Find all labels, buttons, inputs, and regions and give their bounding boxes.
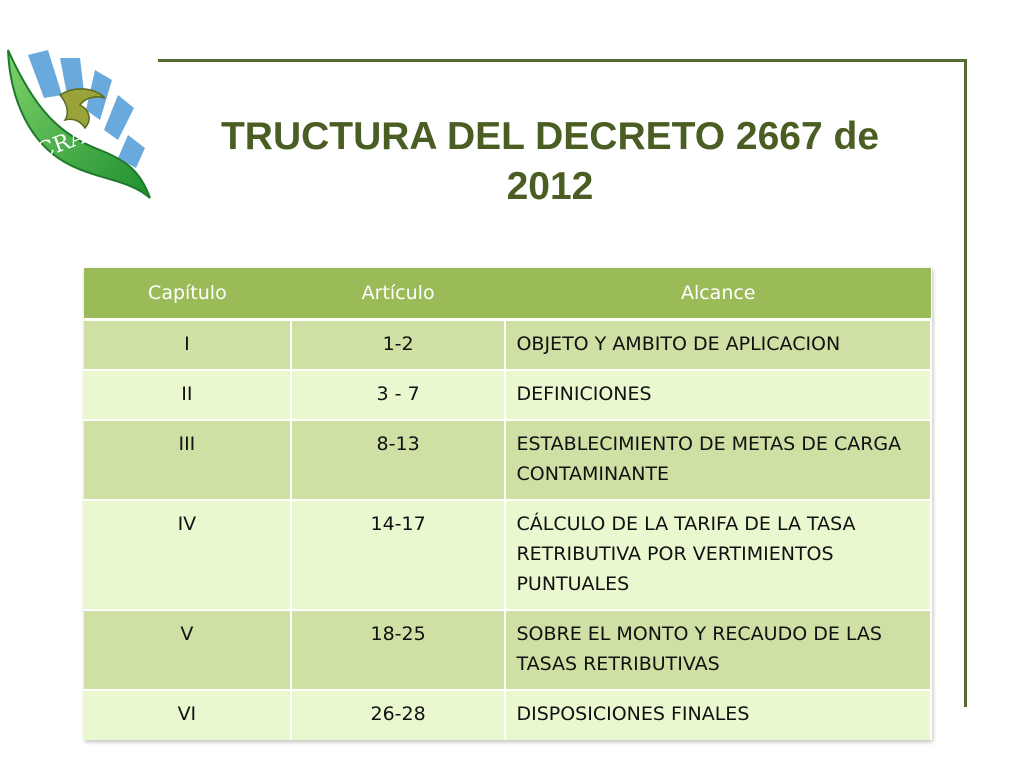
title-line-1: TRUCTURA DEL DECRETO 2667 de — [220, 115, 880, 158]
header-capitulo: Capítulo — [84, 268, 291, 320]
cra-logo — [0, 40, 160, 205]
cell-alcance: OBJETO Y AMBITO DE APLICACION — [505, 320, 931, 371]
cell-capitulo: V — [84, 610, 291, 690]
table-row — [84, 690, 931, 740]
cell-articulo: 8-13 — [291, 420, 506, 500]
cell-articulo: 14-17 — [291, 500, 506, 610]
cell-capitulo: IV — [84, 500, 291, 610]
cell-alcance: DISPOSICIONES FINALES — [505, 690, 931, 740]
header-alcance: Alcance — [505, 268, 931, 320]
cell-capitulo: III — [84, 420, 291, 500]
table-row — [84, 370, 931, 420]
slide-title — [150, 112, 950, 212]
frame-top-line — [158, 59, 967, 62]
header-articulo: Artículo — [291, 268, 506, 320]
cell-capitulo: I — [84, 320, 291, 371]
frame-right-line — [964, 59, 967, 707]
table-header-row — [84, 268, 931, 320]
table-row — [84, 420, 931, 500]
cell-articulo: 3 - 7 — [291, 370, 506, 420]
cell-articulo: 1-2 — [291, 320, 506, 371]
decree-structure-table — [84, 268, 932, 740]
cell-capitulo: II — [84, 370, 291, 420]
cell-alcance: DEFINICIONES — [505, 370, 931, 420]
table-row — [84, 610, 931, 690]
cell-alcance: ESTABLECIMIENTO DE METAS DE CARGA CONTAMINANTE — [505, 420, 931, 500]
table-row — [84, 320, 931, 371]
cell-articulo: 26-28 — [291, 690, 506, 740]
cell-alcance: SOBRE EL MONTO Y RECAUDO DE LAS TASAS RETRIBUTIVAS — [505, 610, 931, 690]
table-row — [84, 500, 931, 610]
title-line-2: 2012 — [506, 165, 594, 208]
cell-alcance: CÁLCULO DE LA TARIFA DE LA TASA RETRIBUTIVA POR VERTIMIENTOS PUNTUALES — [505, 500, 931, 610]
cell-articulo: 18-25 — [291, 610, 506, 690]
svg-text:CRA: CRA — [33, 124, 89, 165]
cell-capitulo: VI — [84, 690, 291, 740]
